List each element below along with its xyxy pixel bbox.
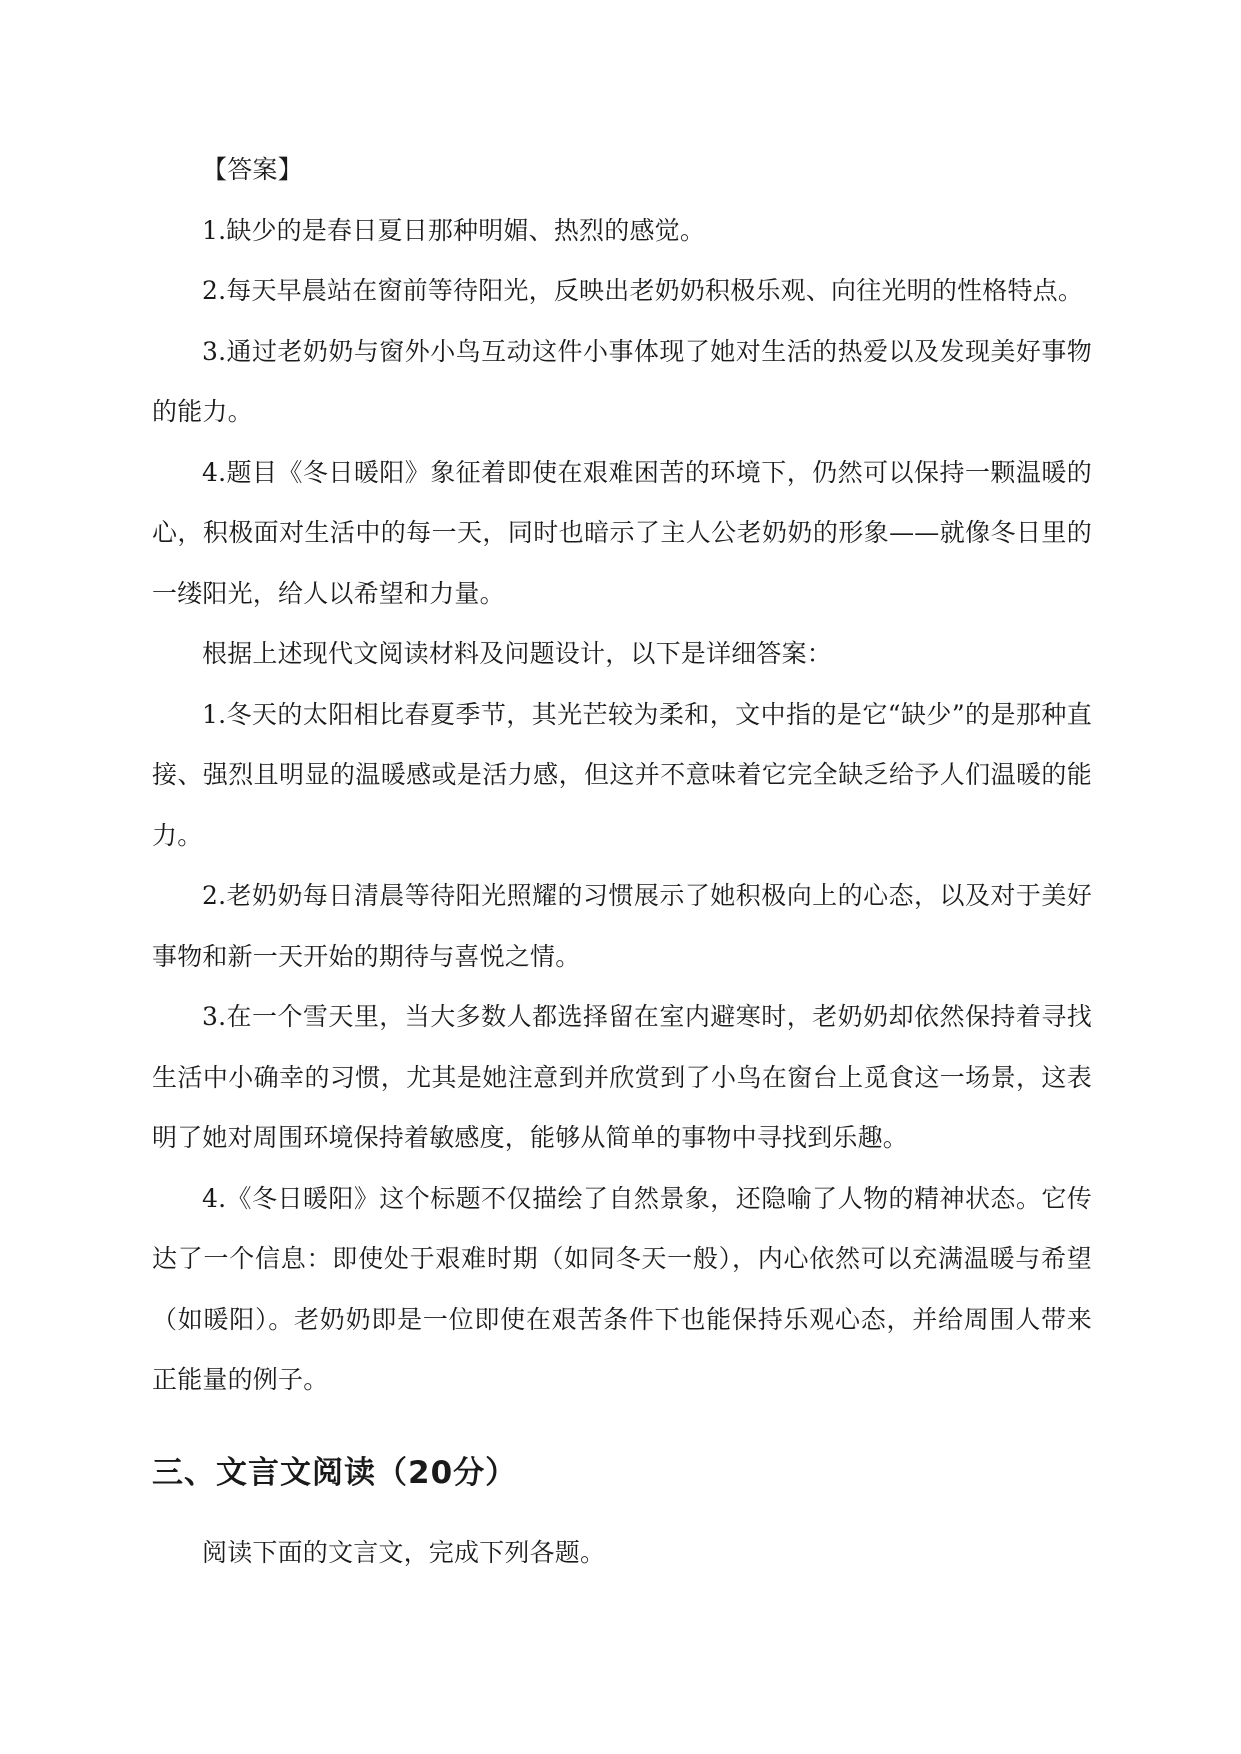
- answer-label: 【答案】: [202, 155, 303, 184]
- answer-2: 2.每天早晨站在窗前等待阳光，反映出老奶奶积极乐观、向往光明的性格特点。: [202, 276, 1084, 305]
- answer-4: 4.题目《冬日暖阳》象征着即使在艰难困苦的环境下，仍然可以保持一颗温暖的心，积极面对生活中的每一天，同时也暗示了主人公老奶奶的形象——就像冬日里的一缕阳光，给人以希望和力量。: [152, 457, 1092, 608]
- detailed-answer-4: 4.《冬日暖阳》这个标题不仅描绘了自然景象，还隐喻了人物的精神状态。它传达了一个信息：即使处于艰难时期（如同冬天一般），内心依然可以充满温暖与希望（如暖阳）。老奶奶即是一位即使在艰苦条件下也能保持乐观心态，并给周围人带来正能量的例子。: [152, 1183, 1092, 1394]
- section-instruction: 阅读下面的文言文，完成下列各题。: [202, 1537, 606, 1567]
- document-page: [152, 140, 1092, 1583]
- answer-3: 3.通过老奶奶与窗外小鸟互动这件小事体现了她对生活的热爱以及发现美好事物的能力。: [152, 336, 1092, 426]
- detailed-answer-3: 3.在一个雪天里，当大多数人都选择留在室内避寒时，老奶奶却依然保持着寻找生活中小确幸的习惯，尤其是她注意到并欣赏到了小鸟在窗台上觅食这一场景，这表明了她对周围环境保持着敏感度，能够从简单的事物中寻找到乐趣。: [152, 1002, 1092, 1152]
- section-heading: 三、文言文阅读（20分）: [152, 1454, 518, 1491]
- detailed-intro: 根据上述现代文阅读材料及问题设计，以下是详细答案：: [202, 639, 833, 668]
- answer-1: 1.缺少的是春日夏日那种明媚、热烈的感觉。: [202, 215, 706, 245]
- detailed-answer-1: 1.冬天的太阳相比春夏季节，其光芒较为柔和，文中指的是它“缺少”的是那种直接、强烈且明显的温暖感或是活力感，但这并不意味着它完全缺乏给予人们温暖的能力。: [152, 699, 1092, 850]
- detailed-answer-2: 2.老奶奶每日清晨等待阳光照耀的习惯展示了她积极向上的心态，以及对于美好事物和新一天开始的期待与喜悦之情。: [152, 881, 1092, 971]
